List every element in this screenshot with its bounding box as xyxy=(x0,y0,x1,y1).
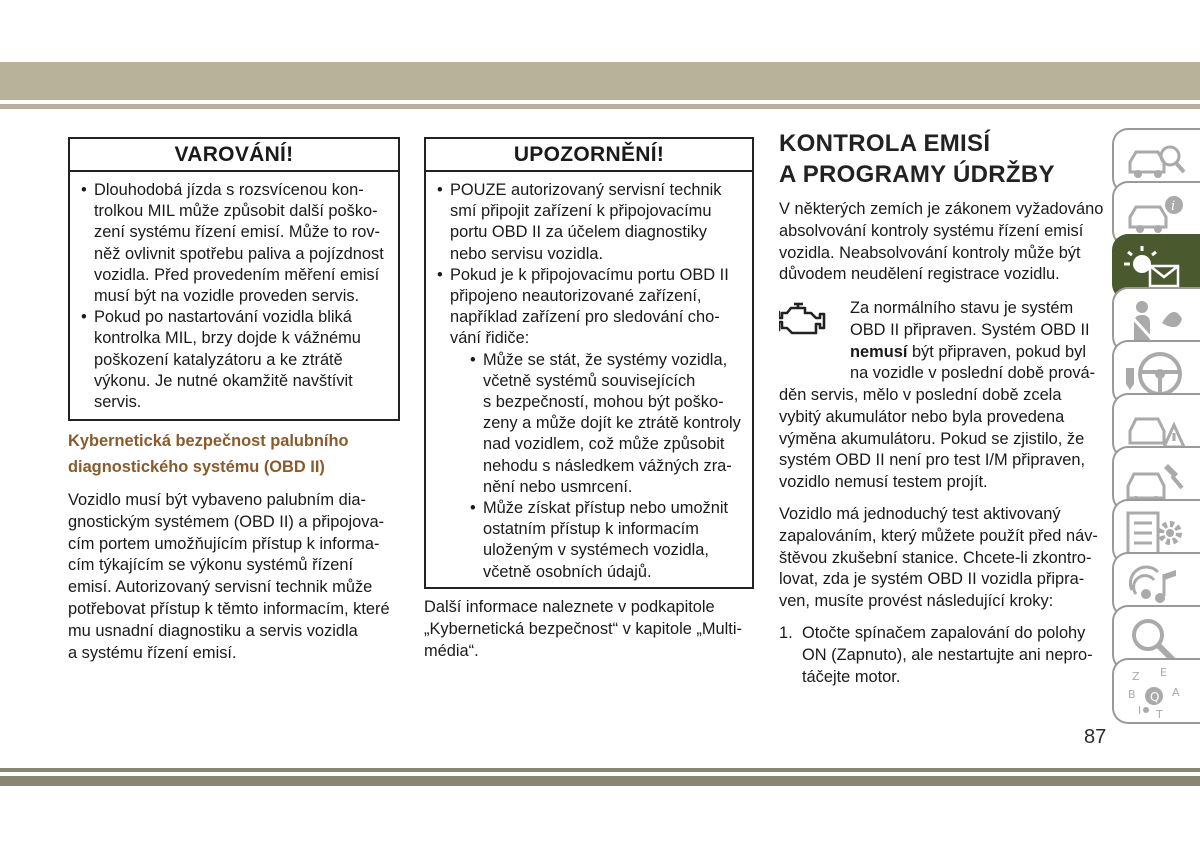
svg-text:T: T xyxy=(1156,708,1163,720)
cyber-section-body: Vozidlo musí být vybaveno palubním dia- gnostickým systémem (OBD II) a připojova- cím portem umožňujícím přístup k informa- cím týkajícím se výkonu systémů řízení emisí. Autorizovaný servisní technik může potřebovat přístup k těmto informacím, které mu usnadní diagnostiku a servis vozidla a systému řízení emisí. xyxy=(68,491,390,662)
svg-text:Q: Q xyxy=(1150,690,1160,704)
caution-bullet-2: • Pokud je k připojovacímu portu OBD II připojeno neautorizované zařízení, například zařízení pro sledování cho- vání řidiče: xyxy=(437,265,729,348)
more-info-text: Další informace naleznete v podkapitole „Kybernetická bezpečnost“ v kapitole „Multi- média“. xyxy=(424,598,742,660)
footer-rule xyxy=(0,768,1200,772)
svg-text:I: I xyxy=(1138,704,1142,717)
emissions-intro: V některých zemích je zákonem vyžadováno absolvování kontroly systému řízení emisí vozidla. Neabsolvování kontroly může být důvodem neudělení registrace vozidlu. xyxy=(779,200,1104,284)
warning-bullet-2: • Pokud po nastartování vozidla bliká kontrolka MIL, brzy dojde k vážnému poškození katalyzátoru a ke ztrátě výkonu. Je nutné okamžitě navštívit servis. xyxy=(81,308,361,412)
page-number: 87 xyxy=(1084,726,1107,748)
warning-bullet-1: • Dlouhodobá jízda s rozsvícenou kon- trolkou MIL může způsobit další pošk​o- zení systému řízení emisí. Může to rov- něž ovlivnit spotřebu paliva a pojízdnost vozidla. Před provedením měření emisí musí být na vozidle proveden servis. xyxy=(81,181,384,306)
header-band xyxy=(0,62,1200,100)
obd-ready-text: děn servis, mělo v poslední době zcela vybitý akumulátor nebo byla provedena výměna akumulátoru. Pokud se zjistilo, že systém OBD II není pro test I/M připraven, vozidlo nemusí testem projít. xyxy=(779,386,1086,492)
test-paragraph: Vozidlo má jednoduchý test aktivovaný zapalováním, který můžete použít před náv- štěvou zkušební stanice. Chcete-li zkontro- lovat, zda je systém OBD II vozidla připra- ven, musíte provést následující kroky: xyxy=(779,505,1098,611)
step-list-item: 1. Otočte spínačem zapalování do polohy ON (Zapnuto), ale nestartujte ani nepro- táčejte motor. xyxy=(779,624,1093,686)
obd-bold-word: nemusí xyxy=(850,342,908,361)
svg-text:Z: Z xyxy=(1132,670,1140,683)
obd-ready-wrap: Za normálního stavu je systém OBD II připraven. Systém OBD II nemusí být připraven, pokud byl na vozidle v poslední době prová- xyxy=(850,299,1096,383)
footer-band xyxy=(0,776,1200,786)
caution-box-title: UPOZORNĚNÍ! xyxy=(426,139,752,172)
cyber-section-heading: Kybernetická bezpečnost palubního diagnostického systému (OBD II) xyxy=(68,432,349,476)
language-icon xyxy=(1120,666,1190,720)
svg-text:E: E xyxy=(1160,666,1167,679)
svg-text:i: i xyxy=(1171,199,1176,214)
tab-language[interactable] xyxy=(1112,658,1200,724)
header-rule xyxy=(0,104,1200,109)
step-number: 1. xyxy=(779,624,793,642)
caution-bullet-1: • POUZE autorizovaný servisní technik smí připojit zařízení k připojovacímu portu OBD II za účelem diagnostiky nebo servisu vozidla. xyxy=(437,181,722,263)
warning-box-title: VAROVÁNÍ! xyxy=(70,139,398,172)
svg-text:A: A xyxy=(1172,686,1180,699)
caution-box xyxy=(424,137,754,589)
warning-box xyxy=(68,137,400,421)
caution-sub-bullet-1: • Může se stát, že systémy vozidla, včetně systémů souvisejících s bezpečností, mohou být poško- zeny a může dojít ke ztrátě kontroly nad vozidlem, což může způsobit nehodu s následkem vážných zra- nění nebo usmrcení. xyxy=(470,350,741,496)
caution-sub-bullet-2: • Může získat přístup nebo umožnit ostatním přístup k informacím uloženým v systémech vozidla, včetně osobních údajů. xyxy=(470,499,729,581)
svg-text:B: B xyxy=(1128,688,1136,701)
check-engine-icon xyxy=(779,300,831,340)
section-title: KONTROLA EMISÍ A PROGRAMY ÚDRŽBY xyxy=(779,130,1055,188)
